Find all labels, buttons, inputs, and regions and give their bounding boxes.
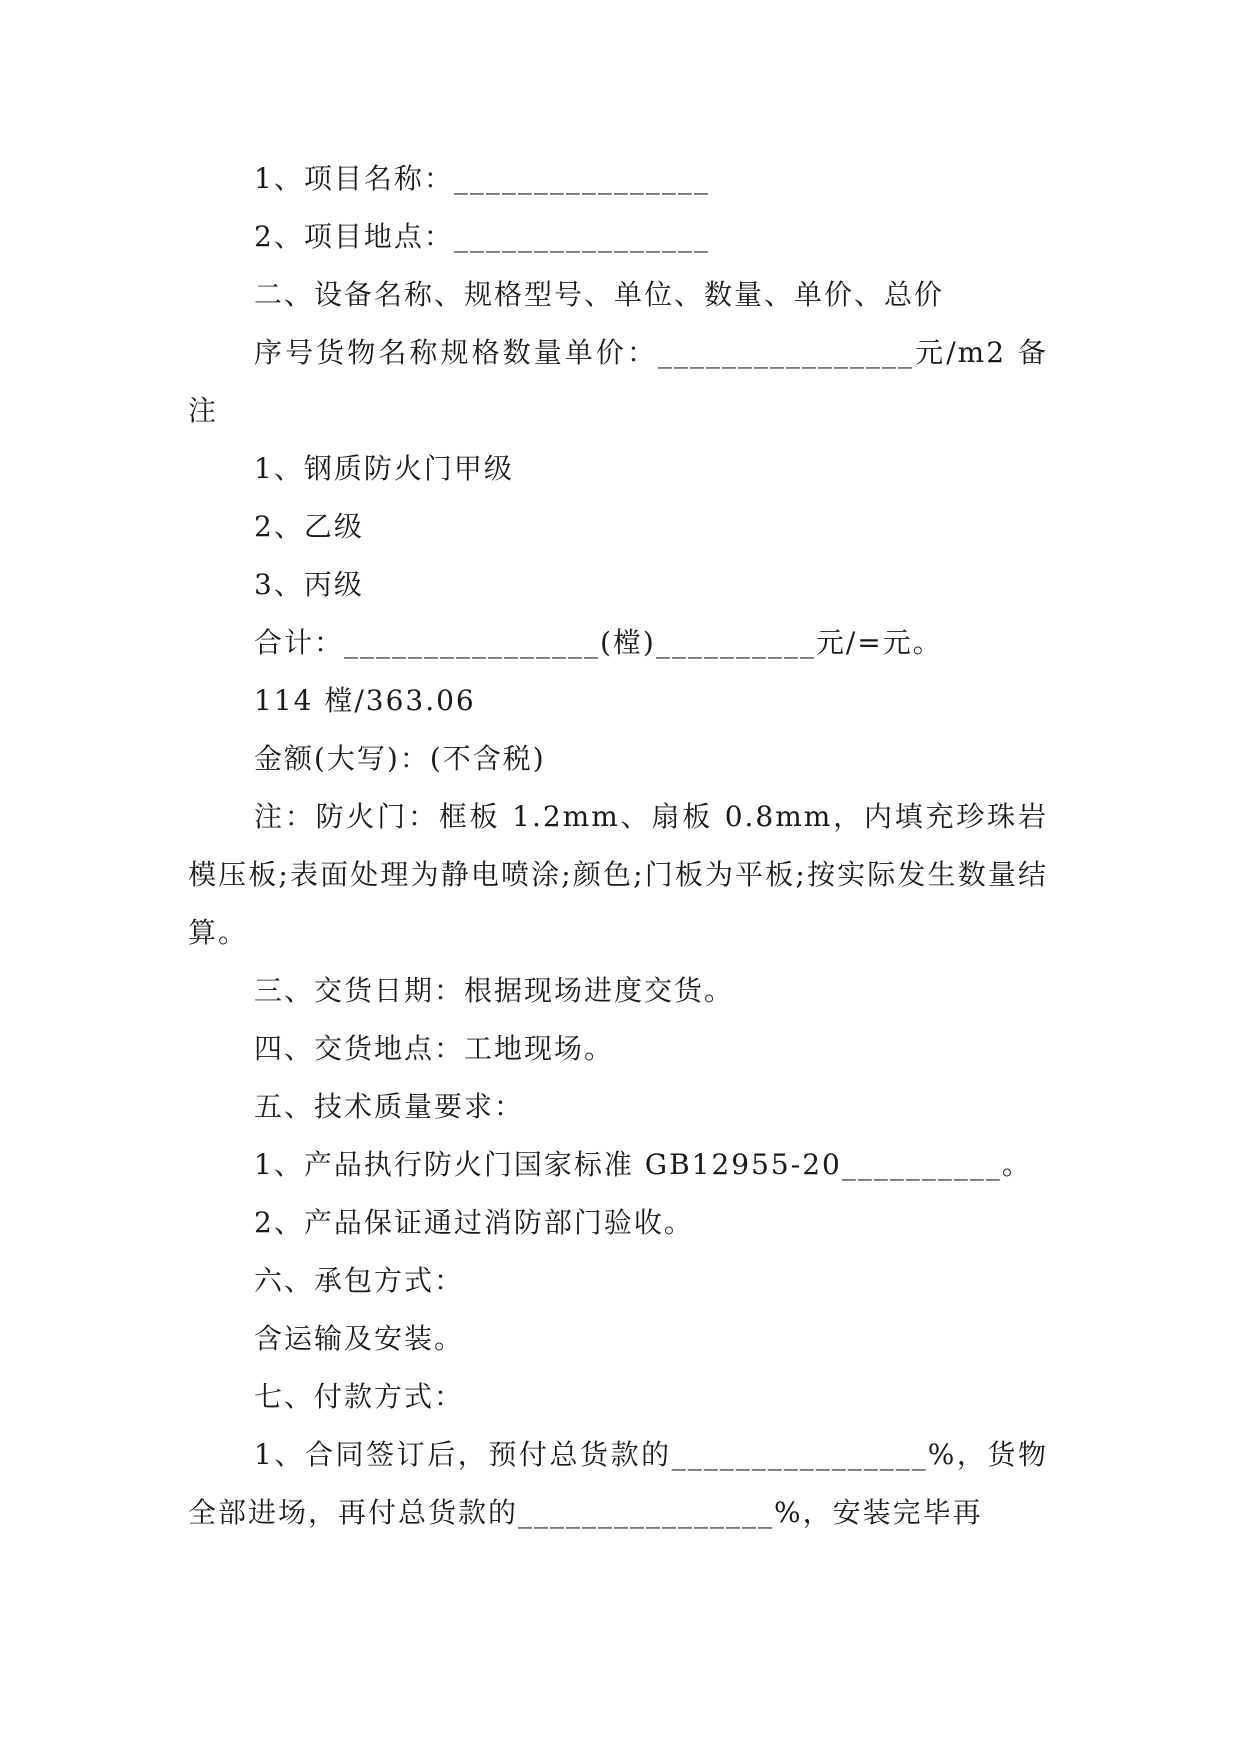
quantity-price-line: 114 樘/363.06 xyxy=(254,684,476,717)
section-6-heading: 六、承包方式： xyxy=(254,1264,465,1297)
item-grade-c: 3、丙级 xyxy=(254,568,364,601)
item-grade-a: 1、钢质防火门甲级 xyxy=(254,452,514,485)
section-3-delivery-date: 三、交货日期：根据现场进度交货。 xyxy=(254,974,735,1007)
contract-scope-line: 含运输及安装。 xyxy=(254,1322,465,1355)
total-line: 合计：________________(樘)__________元/=元。 xyxy=(254,626,943,659)
item-grade-b: 2、乙级 xyxy=(254,510,364,543)
section-2-heading: 二、设备名称、规格型号、单位、数量、单价、总价 xyxy=(254,278,945,311)
fire-door-note: 注：防火门：框板 1.2mm、扇板 0.8mm，内填充珍珠岩模压板;表面处理为静电喷涂;颜色;门板为平板;按实际发生数量结算。 xyxy=(188,800,1048,949)
amount-in-words-line: 金额(大写)：(不含税) xyxy=(254,742,546,775)
acceptance-line: 2、产品保证通过消防部门验收。 xyxy=(254,1206,694,1239)
goods-header-line: 序号货物名称规格数量单价：________________元/m2 备注 xyxy=(188,336,1048,427)
project-location-line: 2、项目地点：________________ xyxy=(254,220,710,253)
payment-terms-line: 1、合同签订后，预付总货款的________________%，货物全部进场，再付总货款的________________%，安装完毕再 xyxy=(188,1438,1048,1529)
section-7-heading: 七、付款方式： xyxy=(254,1380,465,1413)
document-body xyxy=(188,150,1048,1542)
section-5-heading: 五、技术质量要求： xyxy=(254,1090,525,1123)
project-name-line: 1、项目名称：________________ xyxy=(254,162,710,195)
standard-line: 1、产品执行防火门国家标准 GB12955-20__________。 xyxy=(254,1148,1032,1181)
section-4-delivery-location: 四、交货地点：工地现场。 xyxy=(254,1032,615,1065)
